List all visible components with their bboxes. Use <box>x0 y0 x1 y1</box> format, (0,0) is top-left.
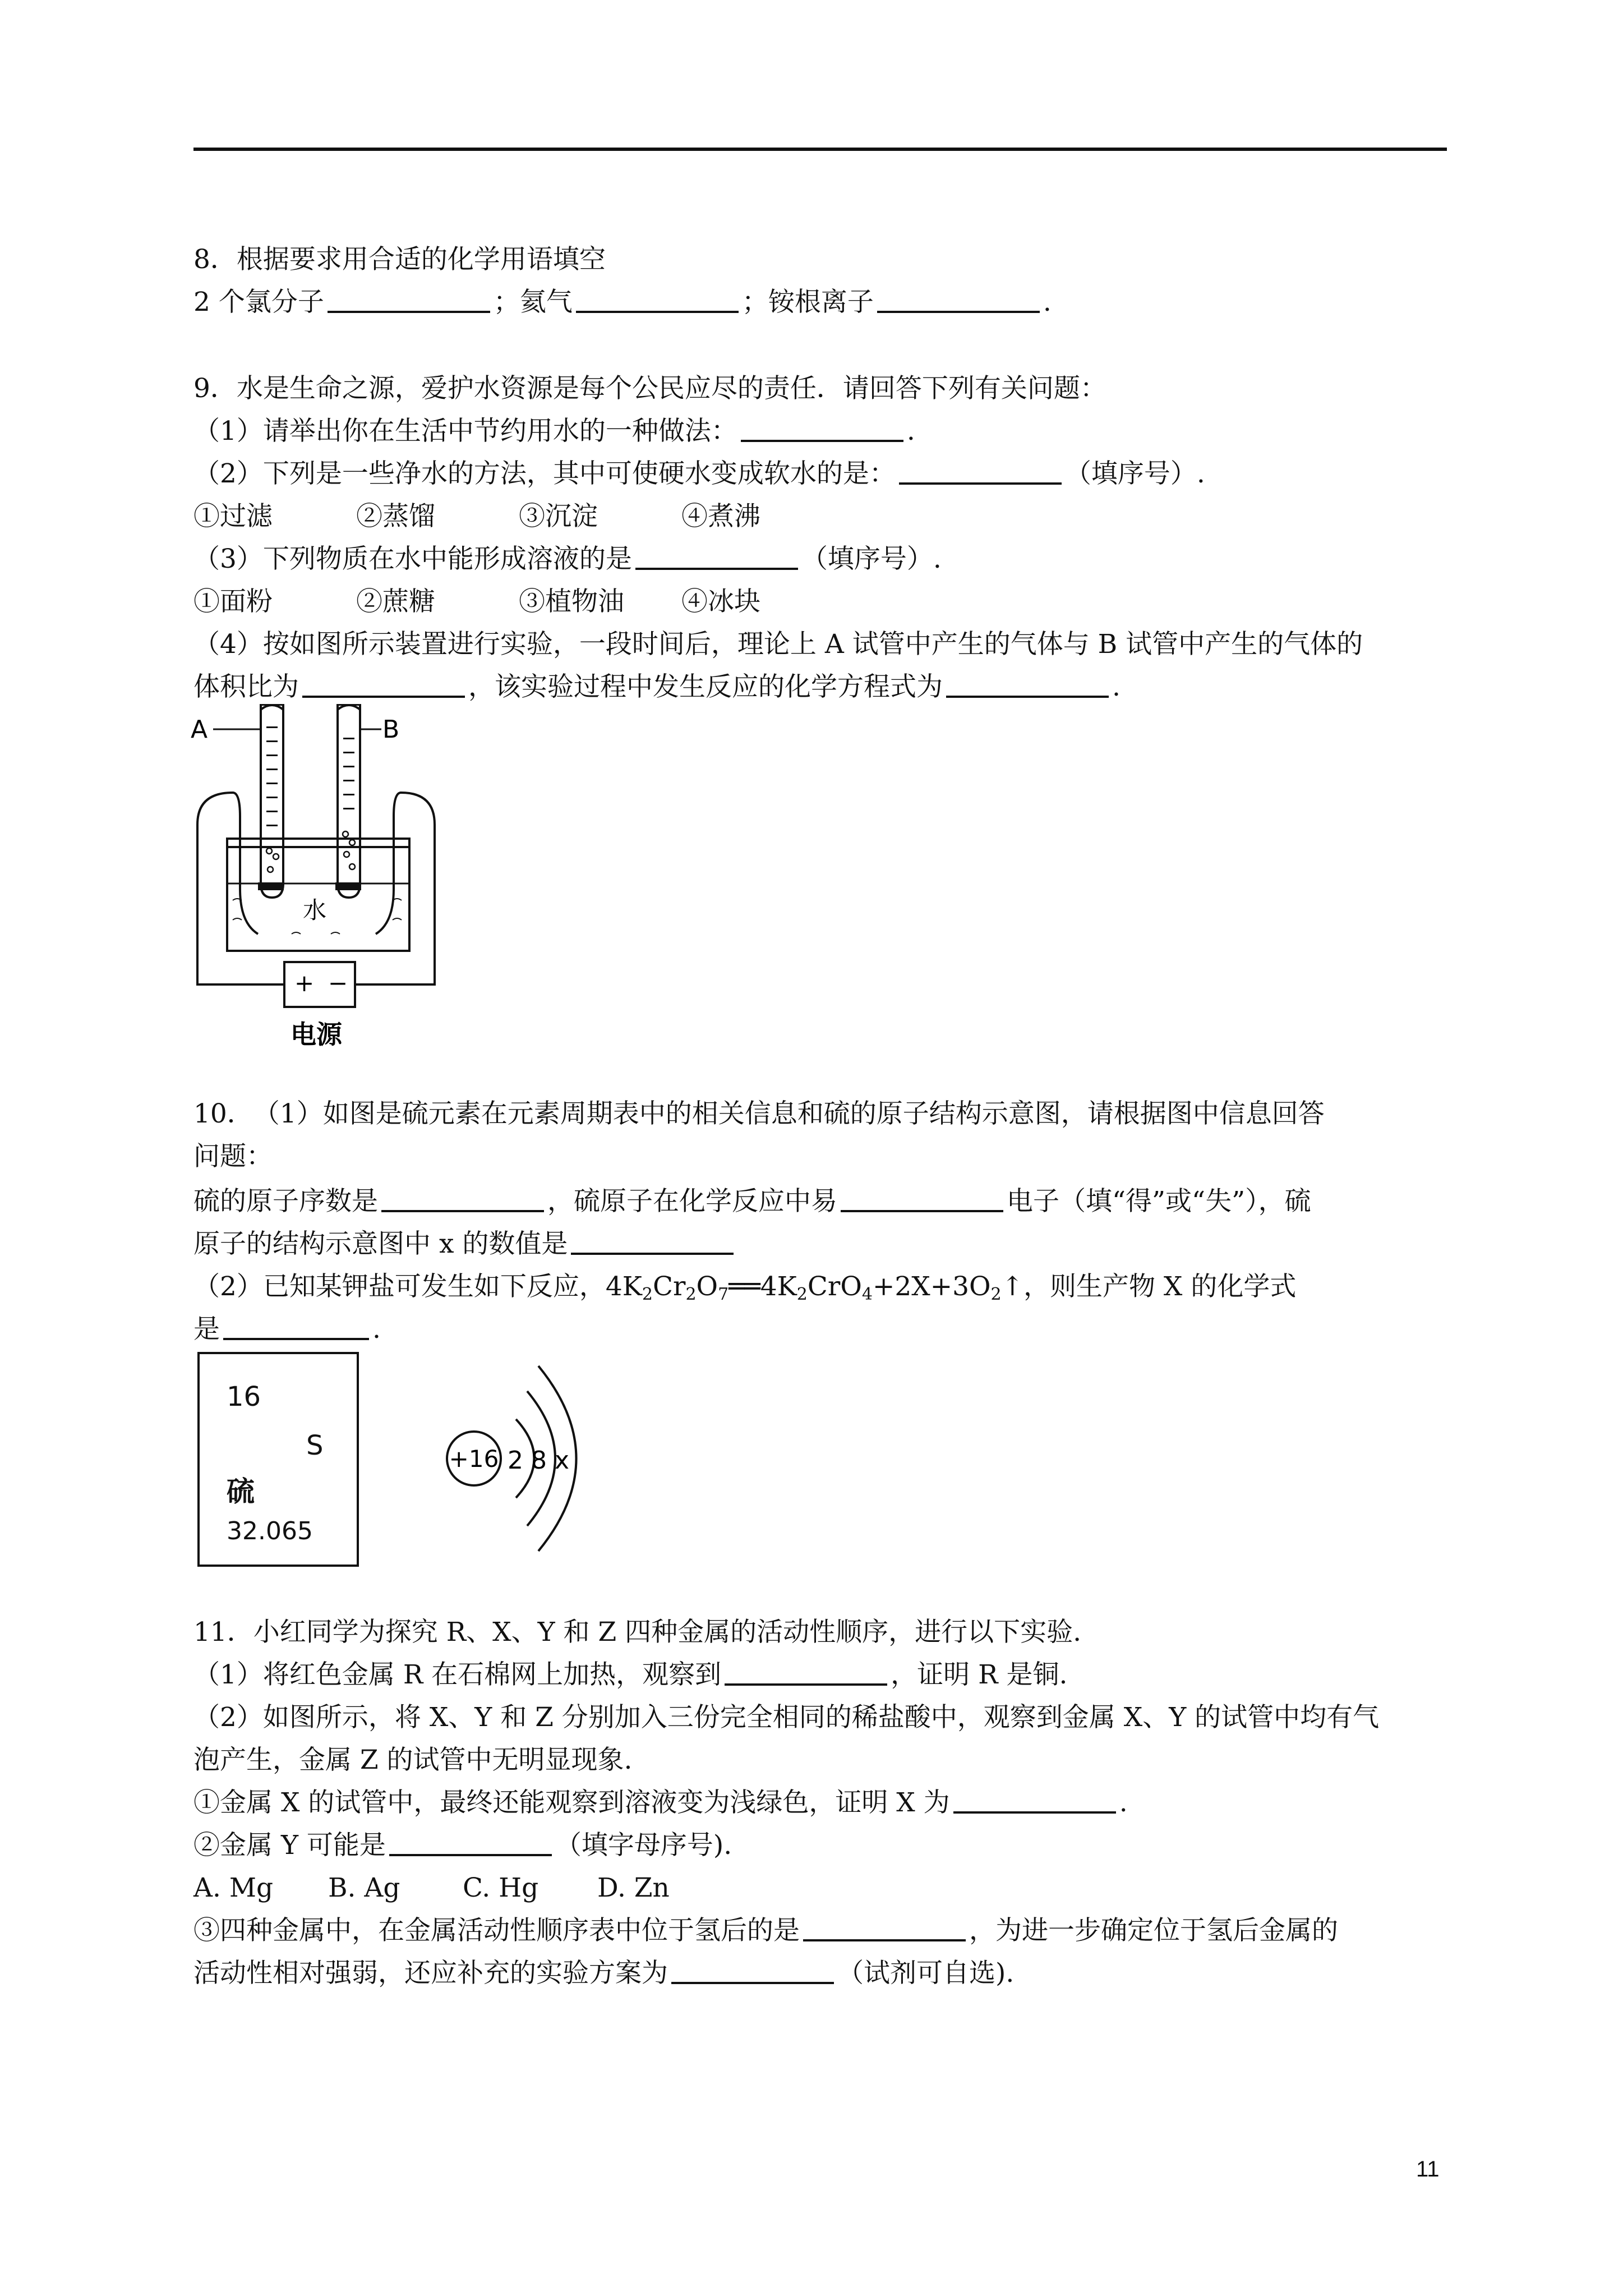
q9-p1-end: . <box>906 416 915 447</box>
q8-blank-2[interactable] <box>576 283 739 313</box>
q8-text-a: 2 个氯分子 <box>193 287 324 318</box>
electrode-right <box>335 882 361 890</box>
q10-line5: （2）已知某钾盐可发生如下反应，$4K_2Cr_2O_7══4K_2CrO_4+2X+3O_2↑$，则生产物 X 的化学式 <box>193 1271 1297 1304</box>
q10-line2: 问题： <box>193 1141 273 1172</box>
q8-line <box>193 281 1450 324</box>
q10-blank-1[interactable] <box>381 1182 544 1212</box>
nucleus-charge: +16 <box>449 1445 499 1473</box>
q9-p3-option: ②蔗糖 <box>356 586 435 617</box>
q8-blank-1[interactable] <box>328 283 490 313</box>
test-tube-b <box>338 705 360 898</box>
q11-option: A. Mg <box>193 1872 274 1903</box>
q9-part4-line2 <box>193 666 1450 708</box>
element-name: 硫 <box>227 1475 255 1508</box>
wire-left-inner <box>233 793 258 934</box>
q9-p3-option: ③植物油 <box>519 586 624 617</box>
q9-p3-option: ①面粉 <box>193 586 273 617</box>
q11-s2-blank[interactable] <box>389 1826 552 1856</box>
q11-option: C. Hg <box>463 1872 539 1903</box>
q8-text-end: . <box>1043 287 1052 318</box>
wire-right-top <box>401 793 435 825</box>
q11-sub3-line1: ③四种金属中，在金属活动性顺序表中位于氢后的是 ，为进一步确定位于氢后金属的 <box>193 1910 1450 1952</box>
q9-p2-option: ①过滤 <box>193 501 273 532</box>
atomic-mass: 32.065 <box>227 1517 313 1545</box>
q10-l3-text-b: ，硫原子在化学反应中易 <box>547 1186 837 1217</box>
q9-p2-option: ②蒸馏 <box>356 501 435 532</box>
q11-option: B. Ag <box>328 1872 400 1903</box>
q8-text-sep2: ；铵根离子 <box>741 287 874 318</box>
q11-stem: 11．小红同学为探究 R、X、Y 和 Z 四种金属的活动性顺序，进行以下实验. <box>193 1617 1082 1648</box>
label-a: A <box>191 715 208 744</box>
atomic-number: 16 <box>227 1381 261 1412</box>
q11-part2-line1: （2）如图所示，将 X、Y 和 Z 分别加入三份完全相同的稀盐酸中，观察到金属 X、Y 的试管中均有气 <box>193 1702 1380 1733</box>
q10-blank-2[interactable] <box>841 1182 1003 1212</box>
q11-part2-line2: 泡产生，金属 Z 的试管中无明显现象. <box>193 1745 633 1775</box>
q11-sub1: ①金属 X 的试管中，最终还能观察到溶液变为浅绿色，证明 X 为 . <box>193 1782 1450 1824</box>
q10-line6: 是 . <box>193 1308 1450 1351</box>
q11-sub2: ②金属 Y 可能是 （填字母序号). <box>193 1824 1450 1867</box>
q10-line4 <box>193 1223 1450 1266</box>
q9-p2-option: ③沉淀 <box>519 501 598 532</box>
q8-text-sep1: ；氦气 <box>493 287 573 318</box>
element-symbol: S <box>306 1430 324 1461</box>
q11-s3-blank-2[interactable] <box>671 1954 834 1984</box>
minus-sign: − <box>328 969 348 997</box>
plus-sign: + <box>294 969 315 997</box>
q8-blank-3[interactable] <box>877 283 1040 313</box>
q9-part3-options <box>193 581 1450 623</box>
q11-option: D. Zn <box>597 1872 670 1903</box>
page-number: 11 <box>1416 2157 1440 2182</box>
q9-part4-line1: （4）按如图所示装置进行实验，一段时间后，理论上 A 试管中产生的气体与 B 试管中产生的气体的 <box>193 629 1363 660</box>
q9-p4-end: . <box>1112 671 1121 702</box>
q10-l3-text-c: 电子（填“得”或“失”），硫 <box>1007 1186 1311 1217</box>
q9-p3-option: ④冰块 <box>681 586 760 617</box>
q9-part2 <box>193 453 1450 495</box>
q9-part1 <box>193 410 1450 453</box>
q9-p3-blank[interactable] <box>635 540 798 570</box>
q11-p1-blank[interactable] <box>725 1655 887 1686</box>
q9-p2-text: （2）下列是一些净水的方法，其中可使硬水变成软水的是： <box>193 458 896 489</box>
q9-p4-blank-1[interactable] <box>302 668 465 698</box>
sulfur-atom-structure-figure <box>437 1358 606 1559</box>
periodic-table-cell <box>197 1352 359 1567</box>
q9-p3-end: （填序号）. <box>801 544 942 574</box>
wire-right-inner <box>376 793 401 934</box>
power-label: 电源 <box>291 1019 342 1050</box>
q9-p1-text: （1）请举出你在生活中节约用水的一种做法： <box>193 416 737 447</box>
label-b: B <box>382 715 400 744</box>
q9-p2-blank[interactable] <box>899 454 1062 485</box>
q10-line1: 10． （1）如图是硫元素在元素周期表中的相关信息和硫的原子结构示意图，请根据图中信息回答 <box>193 1098 1325 1129</box>
q9-part2-options <box>193 495 1450 538</box>
q10-blank-3[interactable] <box>571 1225 734 1255</box>
q10-line3 <box>193 1180 1450 1223</box>
test-tube-a <box>261 705 283 898</box>
q9-p1-blank[interactable] <box>741 412 903 442</box>
electrolysis-apparatus-figure <box>191 704 449 1052</box>
q11-s1-blank[interactable] <box>953 1783 1116 1814</box>
header-rule <box>193 148 1447 151</box>
q8-stem: 8．根据要求用合适的化学用语填空 <box>193 244 606 275</box>
q9-p4-text-a: 体积比为 <box>193 671 299 702</box>
q9-p4-text-b: ，该实验过程中发生反应的化学方程式为 <box>468 671 943 702</box>
q10-l4-text: 原子的结构示意图中 x 的数值是 <box>193 1228 568 1259</box>
water-trough <box>227 839 409 951</box>
q11-sub3-line2: 活动性相对强弱，还应补充的实验方案为 （试剂可自选). <box>193 1952 1450 1995</box>
water-label: 水 <box>303 896 327 924</box>
q11-options <box>193 1867 1450 1910</box>
q9-p4-blank-2[interactable] <box>946 668 1109 698</box>
electron-shells: 2 8 x <box>508 1446 569 1475</box>
q10-l3-text-a: 硫的原子序数是 <box>193 1186 378 1217</box>
electrode-left <box>258 882 284 890</box>
q9-stem: 9．水是生命之源，爱护水资源是每个公民应尽的责任．请回答下列有关问题： <box>193 373 1106 404</box>
q9-p2-option: ④煮沸 <box>681 501 760 532</box>
q9-p2-end: （填序号）. <box>1064 458 1205 489</box>
q9-part3 <box>193 538 1450 581</box>
q11-s3-blank-1[interactable] <box>803 1911 966 1941</box>
q11-part1: （1）将红色金属 R 在石棉网上加热，观察到 ，证明 R 是铜. <box>193 1654 1450 1696</box>
q10-blank-4[interactable] <box>223 1310 369 1340</box>
q9-p3-text: （3）下列物质在水中能形成溶液的是 <box>193 544 632 574</box>
